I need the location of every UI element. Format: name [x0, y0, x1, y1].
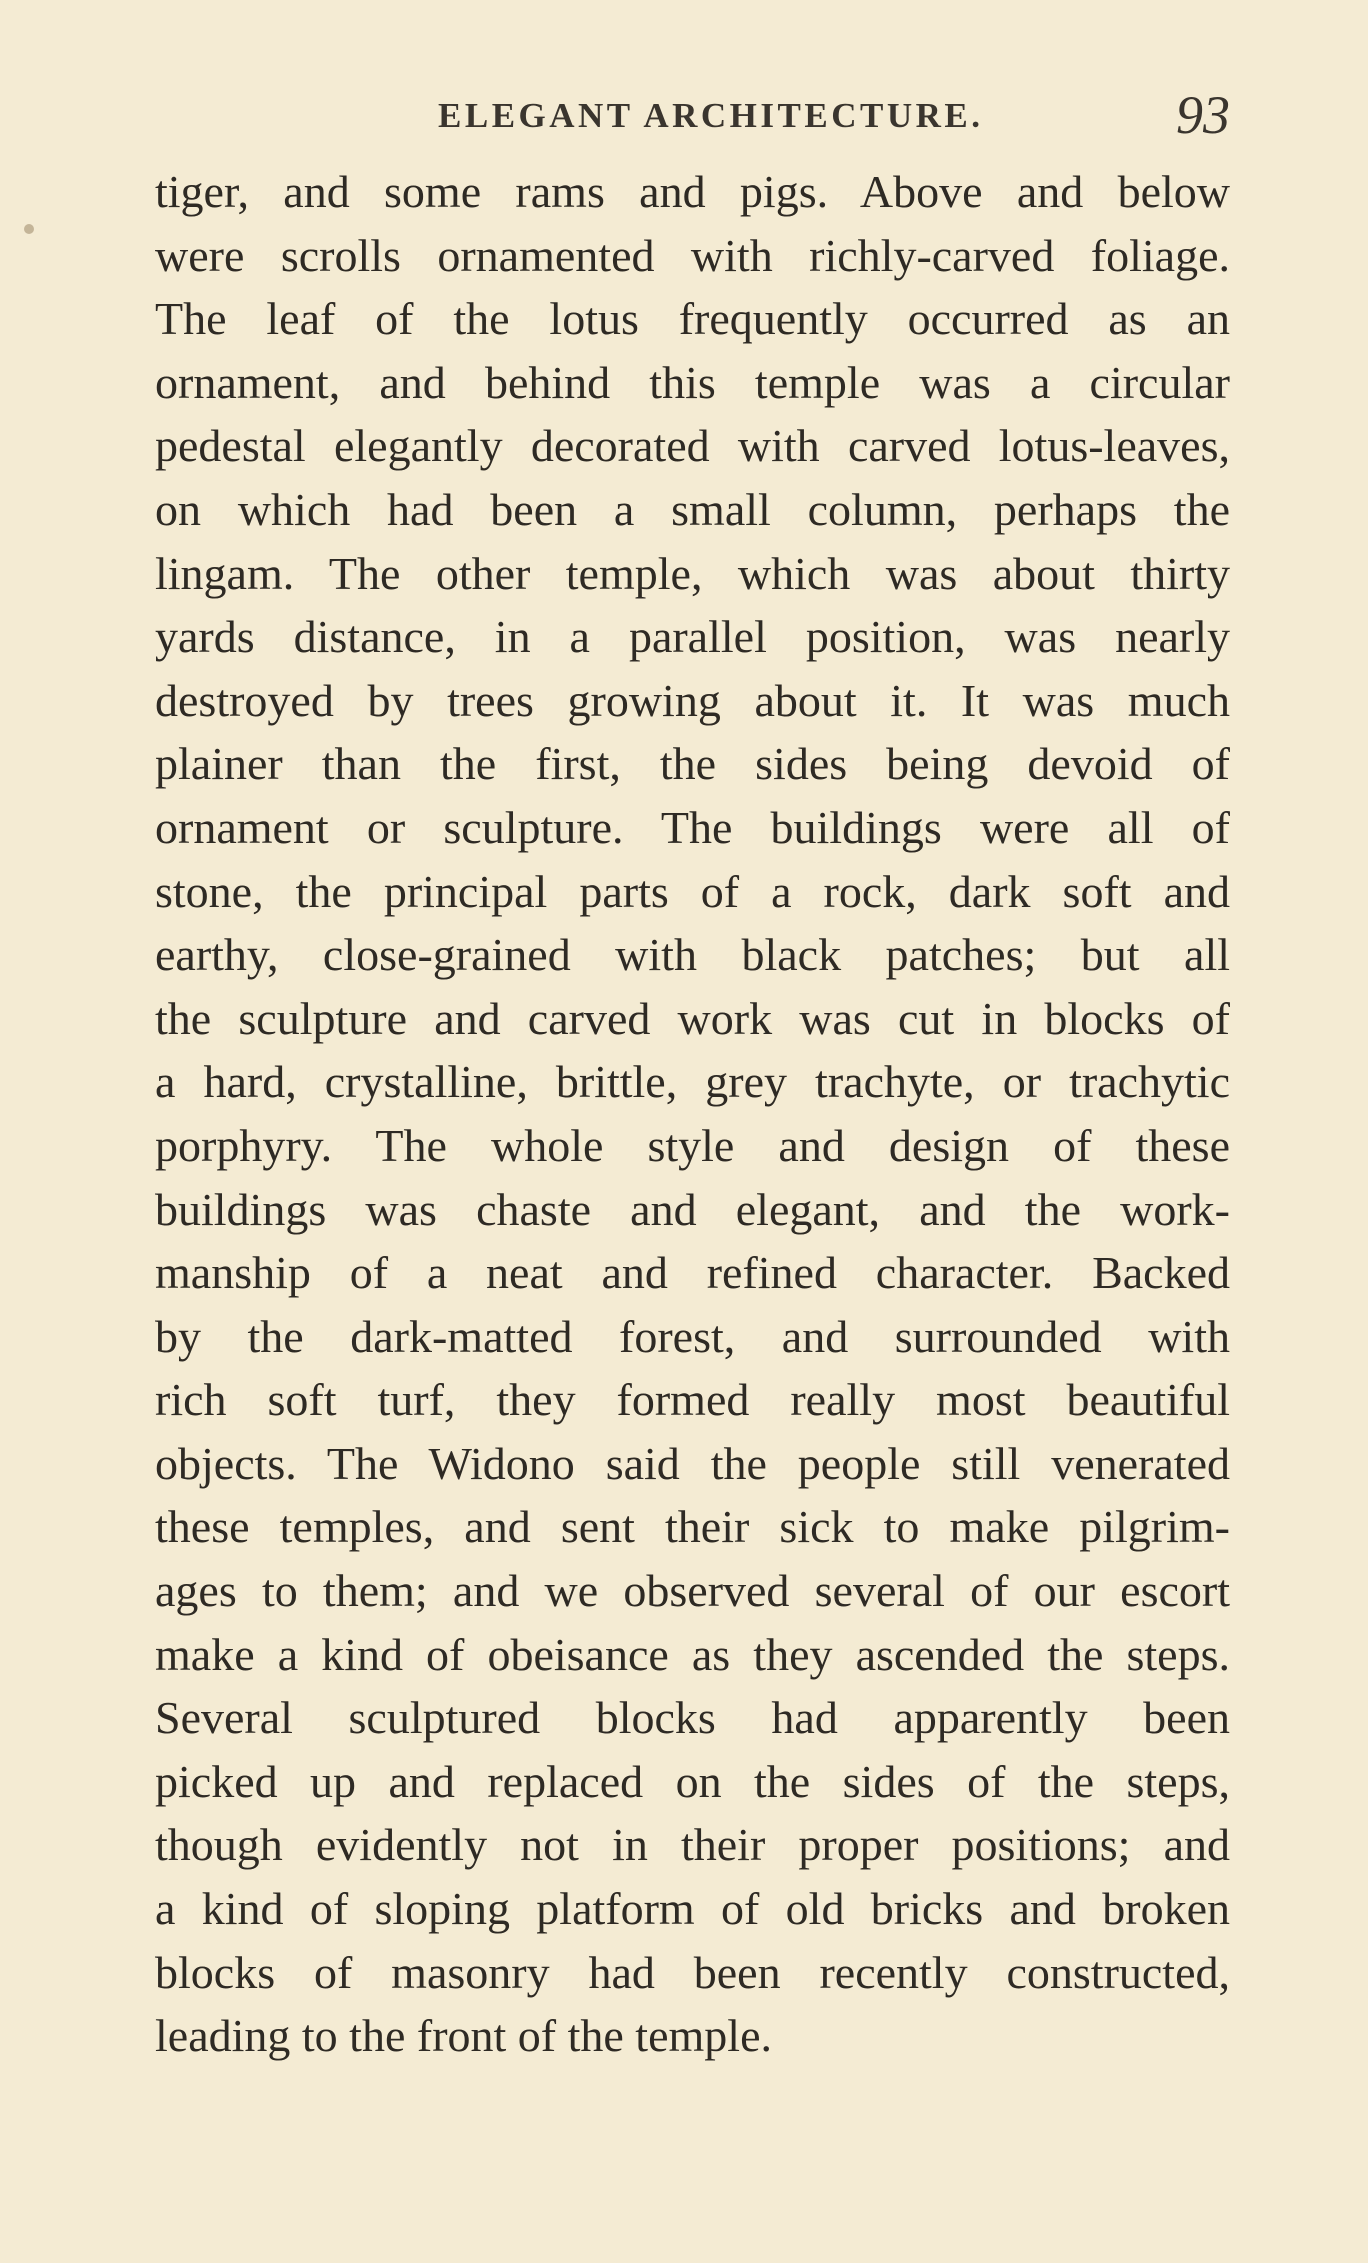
page-number: 93: [1176, 85, 1230, 145]
running-title: ELEGANT ARCHITECTURE.: [438, 96, 984, 135]
text-line: rich soft turf, they formed really most beautiful: [155, 1374, 1230, 1426]
text-line: on which had been a small column, perhaps the: [155, 483, 1230, 535]
text-line: lingam. The other temple, which was about thirty: [155, 547, 1230, 599]
text-line: the sculpture and carved work was cut in blocks of: [155, 992, 1230, 1044]
text-line: stone, the principal parts of a rock, dark soft and: [155, 865, 1230, 917]
text-line: porphyry. The whole style and design of these: [155, 1119, 1230, 1171]
text-line: a kind of sloping platform of old bricks and broken: [155, 1883, 1230, 1935]
text-line: make a kind of obeisance as they ascended the steps.: [155, 1628, 1230, 1680]
text-line: tiger, and some rams and pigs. Above and below: [155, 166, 1230, 217]
text-line: ornament, and behind this temple was a circular: [155, 356, 1230, 408]
text-line: by the dark-matted forest, and surrounded with: [155, 1310, 1230, 1362]
text-line: The leaf of the lotus frequently occurred as an: [155, 293, 1230, 345]
text-line: earthy, close-grained with black patches; but all: [155, 929, 1230, 981]
body-text: [155, 160, 1230, 2068]
running-head: [150, 84, 1230, 154]
text-line: plainer than the first, the sides being devoid of: [155, 738, 1230, 790]
text-line: Several sculptured blocks had apparently been: [155, 1692, 1230, 1744]
text-line: pedestal elegantly decorated with carved lotus-leaves,: [155, 420, 1230, 472]
text-line: though evidently not in their proper positions; and: [155, 1819, 1230, 1871]
text-line: destroyed by trees growing about it. It was much: [155, 674, 1230, 726]
margin-spot: [24, 224, 34, 234]
text-line: leading to the front of the temple.: [155, 2010, 772, 2062]
text-line: ages to them; and we observed several of our escort: [155, 1565, 1230, 1617]
text-line: objects. The Widono said the people still venerated: [155, 1437, 1230, 1489]
text-line: a hard, crystalline, brittle, grey trachyte, or trachytic: [155, 1056, 1230, 1108]
text-line: manship of a neat and refined character. Backed: [155, 1247, 1230, 1299]
text-line: picked up and replaced on the sides of the steps,: [155, 1755, 1230, 1807]
text-line: buildings was chaste and elegant, and the work-: [155, 1183, 1230, 1235]
text-line: blocks of masonry had been recently constructed,: [155, 1946, 1230, 1998]
text-line: these temples, and sent their sick to make pilgrim-: [155, 1501, 1230, 1553]
text-line: ornament or sculpture. The buildings were all of: [155, 801, 1230, 853]
text-line: yards distance, in a parallel position, was nearly: [155, 611, 1230, 663]
text-line: were scrolls ornamented with richly-carved foliage.: [155, 229, 1230, 281]
